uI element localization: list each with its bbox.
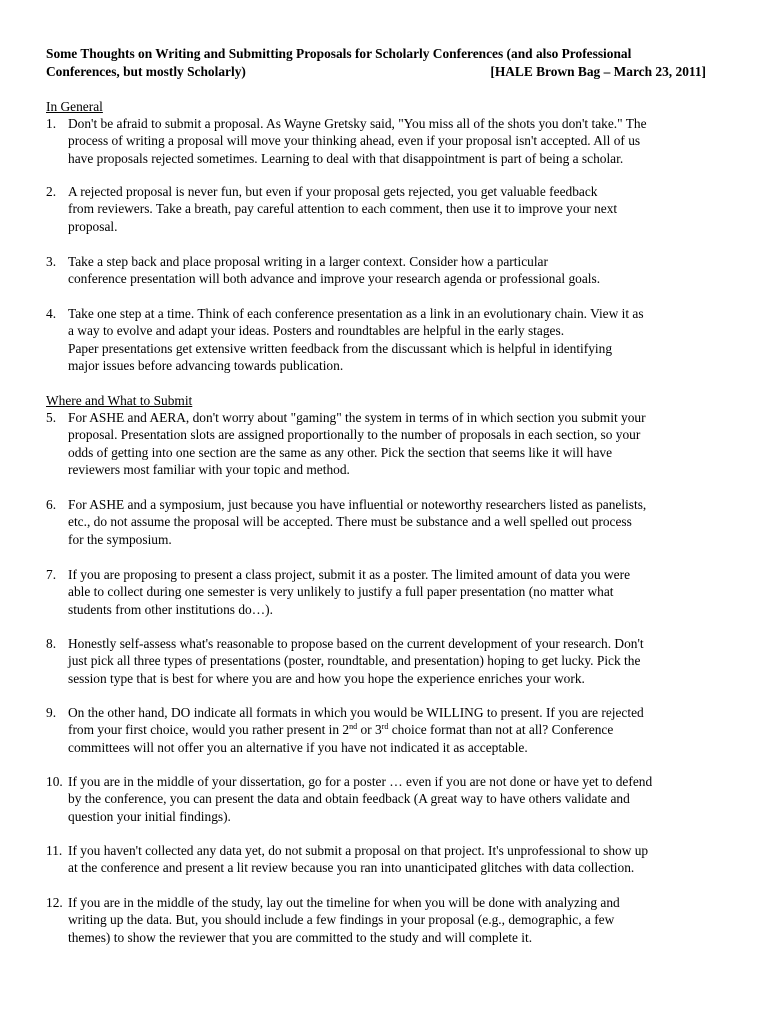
item-number: 10. xyxy=(46,774,63,789)
title-subtitle: Conferences, but mostly Scholarly) xyxy=(46,64,246,79)
item-line: major issues before advancing towards publication. xyxy=(68,358,344,374)
item-line: If you haven't collected any data yet, do not submit a proposal on that project. It's unprofessional to show up xyxy=(68,843,649,858)
item-line: session type that is best for where you are and how you hope the experience enriches your work. xyxy=(68,670,585,686)
item-text xyxy=(68,183,736,235)
list-item xyxy=(46,183,736,235)
item-number: 1. xyxy=(46,116,57,131)
item-line: Take one step at a time. Think of each conference presentation as a link in an evolutionary chain. View it as xyxy=(68,306,644,321)
item-text xyxy=(68,305,736,375)
item-text-fragment: or 3 xyxy=(357,722,382,738)
item-line: Honestly self-assess what's reasonable to propose based on the current development of your research. Don't xyxy=(68,636,644,651)
item-line: at the conference and present a lit review because you ran into unanticipated glitches with data collection. xyxy=(68,860,635,876)
item-line: themes) to show the reviewer that you are committed to the study and will complete it. xyxy=(68,929,533,945)
document-title xyxy=(46,45,736,81)
item-line: for the symposium. xyxy=(68,531,172,547)
item-line: conference presentation will both advance and improve your research agenda or professional goals. xyxy=(68,271,601,287)
item-text xyxy=(68,253,736,288)
item-line: odds of getting into one section are the same as any other. Pick the section that seems like it will have xyxy=(68,444,613,460)
item-text-fragment: choice format than not at all? Conference xyxy=(388,722,614,738)
list-item xyxy=(46,305,736,375)
item-text xyxy=(68,773,736,825)
item-line: just pick all three types of presentations (poster, roundtable, and presentation) hoping to get lucky. Pick the xyxy=(68,653,641,669)
item-line: students from other institutions do…). xyxy=(68,601,273,617)
item-number: 4. xyxy=(46,306,57,321)
list-item xyxy=(46,635,736,687)
event-label: [HALE Brown Bag – March 23, 2011] xyxy=(490,64,706,79)
item-line: writing up the data. But, you should include a few findings in your proposal (e.g., demographic, a few xyxy=(68,912,615,928)
title-line-2 xyxy=(46,63,706,81)
ordinal-suffix: nd xyxy=(349,722,358,732)
item-text xyxy=(68,566,736,618)
item-line: proposal. Presentation slots are assigned proportionally to the number of proposals in each section, so your xyxy=(68,427,641,443)
item-line: proposal. xyxy=(68,218,118,234)
item-number: 12. xyxy=(46,895,63,910)
item-line: a way to evolve and adapt your ideas. Posters and roundtables are helpful in the early stages. xyxy=(68,323,565,339)
item-line: For ASHE and a symposium, just because you have influential or noteworthy researchers listed as panelists, xyxy=(68,497,647,512)
list-item xyxy=(46,842,736,877)
item-number: 11. xyxy=(46,843,63,858)
section-heading-where-and-what: Where and What to Submit xyxy=(46,393,193,408)
item-text xyxy=(68,115,736,167)
item-number: 7. xyxy=(46,567,57,582)
list-item xyxy=(46,773,736,825)
item-line: reviewers most familiar with your topic and method. xyxy=(68,462,350,478)
item-number: 8. xyxy=(46,636,57,651)
item-number: 9. xyxy=(46,705,57,720)
list-item xyxy=(46,496,736,548)
list-item xyxy=(46,566,736,618)
item-line: process of writing a proposal will move your thinking ahead, even if your proposal isn't accepted. All of us xyxy=(68,133,641,149)
list-item xyxy=(46,894,736,946)
list-item xyxy=(46,704,736,756)
item-text xyxy=(68,894,736,946)
item-text xyxy=(68,842,736,877)
item-line: committees will not offer you an alternative if you have not indicated it as acceptable. xyxy=(68,739,528,755)
item-text xyxy=(68,704,736,756)
item-text xyxy=(68,635,736,687)
item-line: If you are proposing to present a class project, submit it as a poster. The limited amount of data you were xyxy=(68,567,631,582)
item-line: If you are in the middle of the study, lay out the timeline for when you will be done with analyzing and xyxy=(68,895,620,910)
item-line: A rejected proposal is never fun, but even if your proposal gets rejected, you get valuable feedback xyxy=(68,184,598,199)
item-number: 2. xyxy=(46,184,57,199)
ordinal-suffix: rd xyxy=(381,722,389,732)
list-item xyxy=(46,253,736,288)
item-text-fragment: from your first choice, would you rather present in 2 xyxy=(68,722,350,738)
section-heading-in-general: In General xyxy=(46,99,103,114)
item-line: question your initial findings). xyxy=(68,808,231,824)
item-number: 3. xyxy=(46,254,57,269)
item-line: Take a step back and place proposal writing in a larger context. Consider how a particular xyxy=(68,254,548,269)
item-line: If you are in the middle of your dissertation, go for a poster … even if you are not done or have yet to defend xyxy=(68,774,653,789)
item-line: Don't be afraid to submit a proposal. As Wayne Gretsky said, "You miss all of the shots you don't take." The xyxy=(68,116,647,131)
item-text xyxy=(68,496,736,548)
list-item xyxy=(46,409,736,479)
item-line: by the conference, you can present the data and obtain feedback (A great way to have others validate and xyxy=(68,791,630,807)
title-line-1: Some Thoughts on Writing and Submitting Proposals for Scholarly Conferences (and also Professional xyxy=(46,46,632,61)
item-line: able to collect during one semester is very unlikely to justify a full paper presentation (no matter what xyxy=(68,584,614,600)
item-text xyxy=(68,409,736,479)
item-line: For ASHE and AERA, don't worry about "gaming" the system in terms of in which section you submit your xyxy=(68,410,646,425)
item-line-with-ordinals xyxy=(68,721,736,738)
item-line: from reviewers. Take a breath, pay careful attention to each comment, then use it to improve your next xyxy=(68,201,618,217)
item-line: have proposals rejected sometimes. Learning to deal with that disappointment is part of being a scholar. xyxy=(68,150,624,166)
item-number: 6. xyxy=(46,497,57,512)
item-line: On the other hand, DO indicate all formats in which you would be WILLING to present. If you are rejected xyxy=(68,705,644,720)
item-line: etc., do not assume the proposal will be accepted. There must be substance and a well spelled out process xyxy=(68,514,632,530)
item-number: 5. xyxy=(46,410,57,425)
item-line: Paper presentations get extensive written feedback from the discussant which is helpful in identifying xyxy=(68,340,613,356)
list-item xyxy=(46,115,736,167)
